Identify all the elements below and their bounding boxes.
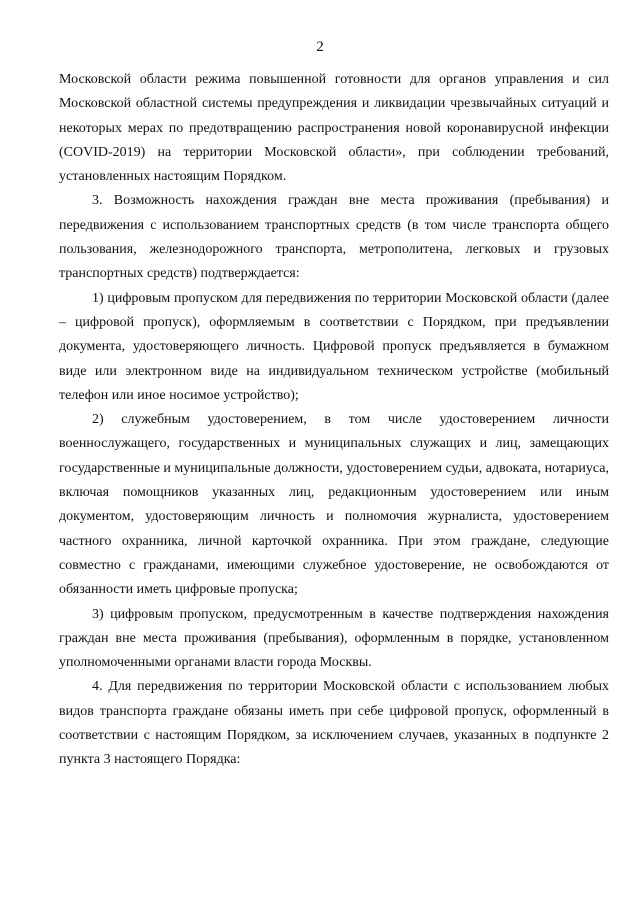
paragraph-item-3-1: 1) цифровым пропуском для передвижения по территории Московской области (далее – цифровой пропуск), оформляемым в соответствии с Порядком, при предъявлении документа, удостоверяющего личность. Цифровой пропуск предъявляется в бумажном виде или электронном виде на индивидуальном техническом устройстве (мобильный телефон или иное носимое устройство); [59,290,609,403]
paragraph-item-3: 3. Возможность нахождения граждан вне места проживания (пребывания) и передвижения с использованием транспортных средств (в том числе транспорта общего пользования, железнодорожного транспорта, метрополитена, легковых и грузовых транспортных средств) подтверждается: [59,193,609,282]
document-body [59,68,609,773]
paragraph-item-3-2: 2) служебным удостоверением, в том числе удостоверением личности военнослужащего, государственных и муниципальных служащих и лиц, замещающих государственные и муниципальные должности, удостоверением судьи, адвоката, нотариуса, включая помощников указанных лиц, редакционным удостоверением или иным документом, удостоверяющим личность и полномочия журналиста, удостоверением частного охранника, личной карточкой охранника. При этом граждане, следующие совместно с гражданами, имеющими служебное удостоверение, не освобождаются от обязанности иметь цифровые пропуска; [59,412,609,598]
paragraph-item-4: 4. Для передвижения по территории Московской области с использованием любых видов транспорта граждане обязаны иметь при себе цифровой пропуск, оформленный в соответствии с настоящим Порядком, за исключением случаев, указанных в подпункте 2 пункта 3 настоящего Порядка: [59,679,609,768]
page-number: 2 [316,39,324,55]
paragraph-item-3-3: 3) цифровым пропуском, предусмотренным в качестве подтверждения нахождения граждан вне места проживания (пребывания), оформленным в порядке, установленном уполномоченными органами власти города Москвы. [59,606,609,671]
paragraph-continuation: Московской области режима повышенной готовности для органов управления и сил Московской областной системы предупреждения и ликвидации чрезвычайных ситуаций и некоторых мерах по предотвращению распространения новой коронавирусной инфекции (COVID-2019) на территории Московской области», при соблюдении требований, установленных настоящим Порядком. [59,72,609,185]
